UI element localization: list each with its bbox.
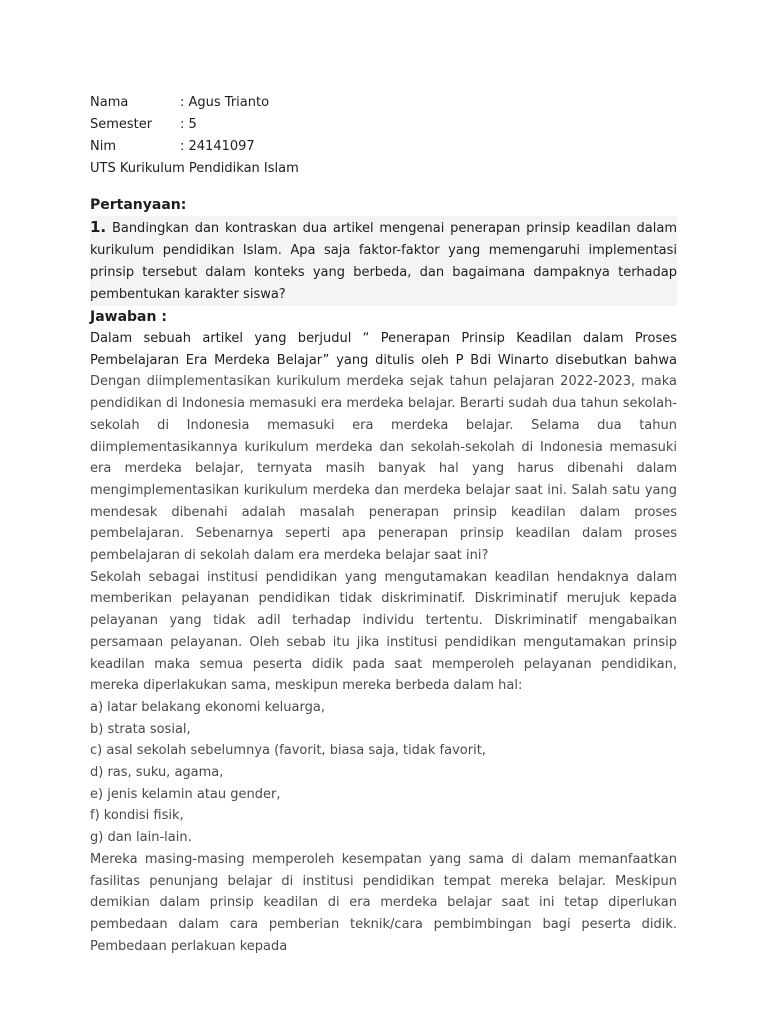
- criteria-list: [90, 697, 677, 849]
- answer-paragraph-1: [90, 328, 677, 567]
- question-section: [90, 194, 677, 306]
- answer-heading: Jawaban :: [90, 309, 167, 325]
- nama-value: : Agus Trianto: [180, 95, 270, 110]
- answer-section: [90, 306, 677, 957]
- nama-label: Nama: [90, 95, 129, 110]
- question-number: 1.: [90, 218, 107, 236]
- info-semester-row: [90, 114, 677, 136]
- nim-label: Nim: [90, 139, 116, 154]
- list-item: g) dan lain-lain.: [90, 830, 192, 846]
- list-item: f) kondisi fisik,: [90, 808, 184, 824]
- list-item: a) latar belakang ekonomi keluarga,: [90, 699, 325, 715]
- question-heading: Pertanyaan:: [90, 197, 187, 213]
- semester-label: Semester: [90, 117, 153, 132]
- info-nim-row: [90, 136, 677, 158]
- info-nama-row: [90, 92, 677, 114]
- nim-value: : 24141097: [180, 139, 255, 154]
- answer-paragraph-2: Sekolah sebagai institusi pendidikan yang mengutamakan keadilan hendaknya dalam memberikan pelayanan pendidikan tidak diskriminatif. Diskriminatif merujuk kepada pelayanan yang tidak adil terhadap individu tertentu. Diskriminatif mengabaikan persamaan pelayanan. Oleh sebab itu jika institusi pendidikan mengutamakan prinsip keadilan maka semua peserta didik pada saat memperoleh pelayanan pendidikan, mereka diperlakukan sama, meskipun mereka berbeda dalam hal:: [90, 569, 677, 694]
- question-text: [90, 216, 677, 306]
- exam-title: UTS Kurikulum Pendidikan Islam: [90, 161, 299, 176]
- list-item: c) asal sekolah sebelumnya (favorit, biasa saja, tidak favorit,: [90, 743, 486, 759]
- list-item: b) strata sosial,: [90, 721, 191, 737]
- answer-paragraph-3: Mereka masing-masing memperoleh kesempatan yang sama di dalam memanfaatkan fasilitas penunjang belajar di institusi pendidikan tempat mereka belajar. Meskipun demikian dalam prinsip keadilan di era merdeka belajar saat ini tetap diperlukan pembedaan dalam cara pemberian teknik/cara pembimbingan bagi peserta didik. Pembedaan perlakuan kepada: [90, 851, 677, 954]
- question-body: Bandingkan dan kontraskan dua artikel mengenai penerapan prinsip keadilan dalam kurikulum pendidikan Islam. Apa saja faktor-faktor yang memengaruhi implementasi prinsip tersebut dalam konteks yang berbeda, dan bagaimana dampaknya terhadap pembentukan karakter siswa?: [90, 221, 677, 302]
- answer-para1-body: Dengan diimplementasikan kurikulum merdeka sejak tahun pelajaran 2022-2023, maka pendidikan di Indonesia memasuki era merdeka belajar. Berarti sudah dua tahun sekolah-sekolah di Indonesia memasuki era merdeka belajar. Selama dua tahun diimplementasikannya kurikulum merdeka dan sekolah-sekolah di Indonesia memasuki era merdeka belajar, ternyata masih banyak hal yang harus dibenahi dalam mengimplementasikan kurikulum merdeka dan merdeka belajar saat ini. Salah satu yang mendesak dibenahi adalah masalah penerapan prinsip keadilan dalam proses pembelajaran. Sebenarnya seperti apa penerapan prinsip keadilan dalam proses pembelajaran di sekolah dalam era merdeka belajar saat ini?: [90, 374, 677, 564]
- list-item: e) jenis kelamin atau gender,: [90, 786, 281, 802]
- semester-value: : 5: [180, 117, 197, 132]
- document-page: [90, 92, 677, 957]
- list-item: d) ras, suku, agama,: [90, 765, 224, 781]
- answer-intro: Dalam sebuah artikel yang berjudul “ Penerapan Prinsip Keadilan dalam Proses Pembelajaran Era Merdeka Belajar” yang ditulis oleh P Bdi Winarto disebutkan bahwa: [90, 331, 677, 368]
